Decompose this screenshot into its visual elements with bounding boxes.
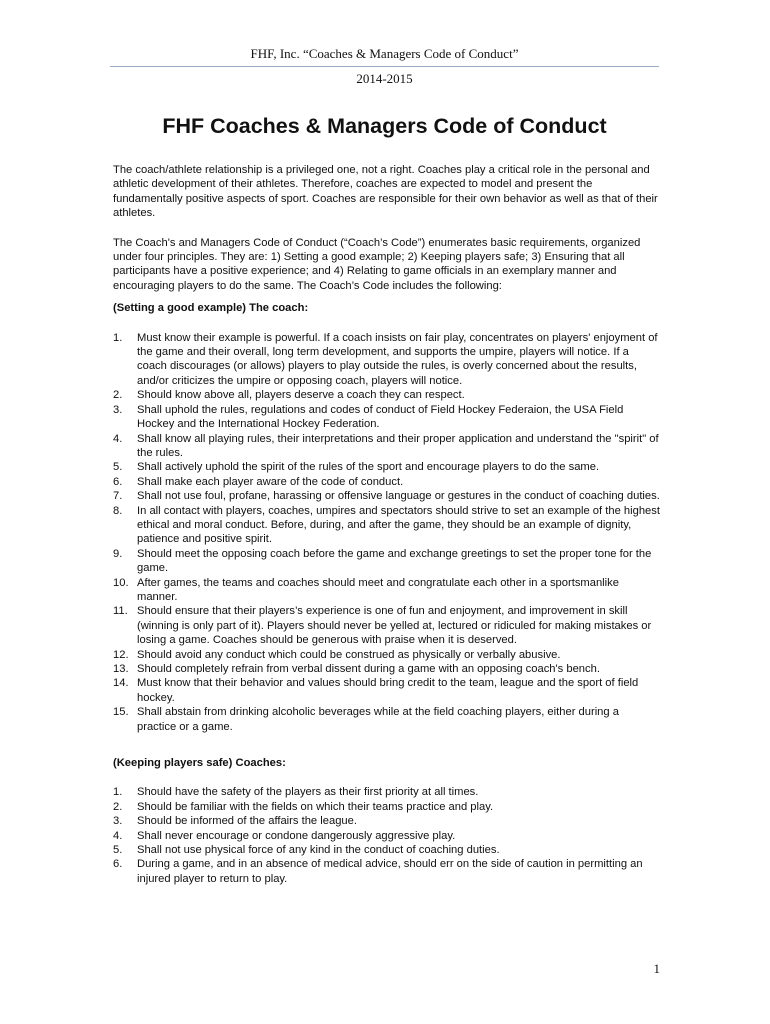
list-item — [113, 489, 661, 503]
list-item-number: 11. — [113, 605, 128, 618]
list-item-text: Should ensure that their players’s experience is one of fun and enjoyment, and improvement in skill (winning is only part of it). Players should never be yelled at, lectured or ridiculed for making mistakes or losing a game. Coaches should be generous with praise when it is deserved. — [137, 605, 652, 647]
list-item-number: 1. — [113, 786, 123, 799]
setting-good-example-list — [113, 331, 661, 734]
list-item-number: 4. — [113, 432, 123, 445]
list-item — [113, 604, 661, 647]
list-item — [113, 843, 661, 857]
list-item — [113, 676, 661, 705]
running-header-year: 2014-2015 — [356, 71, 413, 86]
list-item-number: 3. — [113, 815, 123, 828]
keeping-players-safe-list — [113, 785, 661, 886]
list-item-text: Shall never encourage or condone dangerously aggressive play. — [137, 829, 456, 842]
list-item-text: Shall make each player aware of the code of conduct. — [137, 475, 404, 488]
list-item — [113, 547, 661, 576]
list-item-number: 6. — [113, 475, 123, 488]
list-item-number: 7. — [113, 490, 123, 503]
intro-paragraph-2: The Coach's and Managers Code of Conduct (“Coach’s Code”) enumerates basic requirements, organized under four principles. They are: 1) Setting a good example; 2) Keeping players safe; 3) Ensuring that all participants have a positive experience; and 4) Relating to game officials in an exemplary manner and encouraging players to do the same. The Coach’s Code includes the following: — [113, 236, 641, 292]
list-item-number: 1. — [113, 331, 123, 344]
list-item-text: Shall not use foul, profane, harassing or offensive language or gestures in the conduct of coaching duties. — [137, 490, 660, 503]
list-item-text: Must know their example is powerful. If a coach insists on fair play, concentrates on players' enjoyment of the game and their overall, long term development, and supports the umpire, players will notice. If a coach discourages (or allows) players to play outside the rules, is overly concerned about the results, and/or criticizes the umpire or opposing coach, players will notice. — [137, 331, 658, 387]
list-item-number: 2. — [113, 389, 123, 402]
list-item-text: Should have the safety of the players as their first priority at all times. — [137, 786, 479, 799]
list-item-text: Shall uphold the rules, regulations and codes of conduct of Field Hockey Federaion, the USA Field Hockey and the International Hockey Federation. — [137, 403, 624, 431]
list-item-text: Should avoid any conduct which could be construed as physically or verbally abusive. — [137, 648, 561, 661]
list-item-text: Should be informed of the affairs the league. — [137, 815, 357, 828]
list-item-number: 9. — [113, 547, 123, 560]
list-item-number: 14. — [113, 677, 129, 690]
header-divider — [110, 66, 659, 67]
list-item — [113, 331, 661, 389]
list-item-number: 10. — [113, 576, 129, 589]
list-item-number: 15. — [113, 706, 129, 719]
list-item — [113, 432, 661, 461]
list-item — [113, 576, 661, 605]
list-item-text: Should be familiar with the fields on which their teams practice and play. — [137, 800, 494, 813]
list-item-number: 3. — [113, 403, 123, 416]
document-title: FHF Coaches & Managers Code of Conduct — [162, 114, 607, 138]
list-item — [113, 857, 661, 886]
intro-paragraph-1: The coach/athlete relationship is a privileged one, not a right. Coaches play a critical role in the personal and athletic development of their athletes. Therefore, coaches are expected to model and present the fundamentally positive aspects of sport. Coaches are responsible for their own behavior as well as that of their athletes. — [113, 164, 658, 220]
list-item-text: Shall abstain from drinking alcoholic beverages while at the field coaching players, either during a practice or a game. — [137, 706, 619, 733]
list-item-number: 5. — [113, 844, 123, 857]
list-item — [113, 648, 661, 662]
list-item — [113, 800, 661, 814]
section-heading-keeping-players-safe: (Keeping players safe) Coaches: — [113, 757, 286, 770]
list-item-text: During a game, and in an absence of medical advice, should err on the side of caution in permitting an injured player to return to play. — [137, 858, 643, 885]
list-item-number: 12. — [113, 648, 129, 661]
list-item-text: Must know that their behavior and values should bring credit to the team, league and the sport of field hockey. — [137, 677, 639, 704]
section-heading-setting-good-example: (Setting a good example) The coach: — [113, 302, 309, 315]
list-item-number: 4. — [113, 829, 123, 842]
list-item — [113, 475, 661, 489]
list-item — [113, 504, 661, 547]
list-item-number: 13. — [113, 663, 129, 675]
list-item-text: Should meet the opposing coach before the game and exchange greetings to set the proper tone for the game. — [137, 547, 652, 575]
list-item-text: After games, the teams and coaches should meet and congratulate each other in a sportsmanlike manner. — [137, 576, 619, 603]
page-number: 1 — [653, 961, 660, 976]
list-item-text: Shall not use physical force of any kind in the conduct of coaching duties. — [137, 844, 500, 857]
list-item-text: Shall know all playing rules, their interpretations and their proper application and understand the "spirit" of the rules. — [137, 432, 659, 459]
list-item-number: 2. — [113, 800, 123, 813]
list-item — [113, 403, 661, 432]
list-item-text: Should know above all, players deserve a coach they can respect. — [137, 389, 465, 402]
list-item-text: Should completely refrain from verbal dissent during a game with an opposing coach's bench. — [137, 663, 600, 675]
list-item — [113, 460, 661, 474]
list-item-number: 8. — [113, 504, 123, 517]
list-item-number: 6. — [113, 858, 123, 871]
list-item-text: Shall actively uphold the spirit of the rules of the sport and encourage players to do the same. — [137, 461, 600, 474]
list-item — [113, 829, 661, 843]
list-item-number: 5. — [113, 461, 123, 474]
list-item-text: In all contact with players, coaches, umpires and spectators should strive to set an example of the highest ethical and moral conduct. Before, during, and after the game, they should be an example of dignity, patience and positive spirit. — [137, 504, 660, 546]
running-header-title: FHF, Inc. “Coaches & Managers Code of Conduct” — [250, 46, 519, 61]
list-item — [113, 388, 661, 402]
list-item — [113, 662, 661, 676]
list-item — [113, 814, 661, 828]
list-item — [113, 785, 661, 799]
list-item — [113, 705, 661, 734]
document-body — [113, 163, 661, 886]
